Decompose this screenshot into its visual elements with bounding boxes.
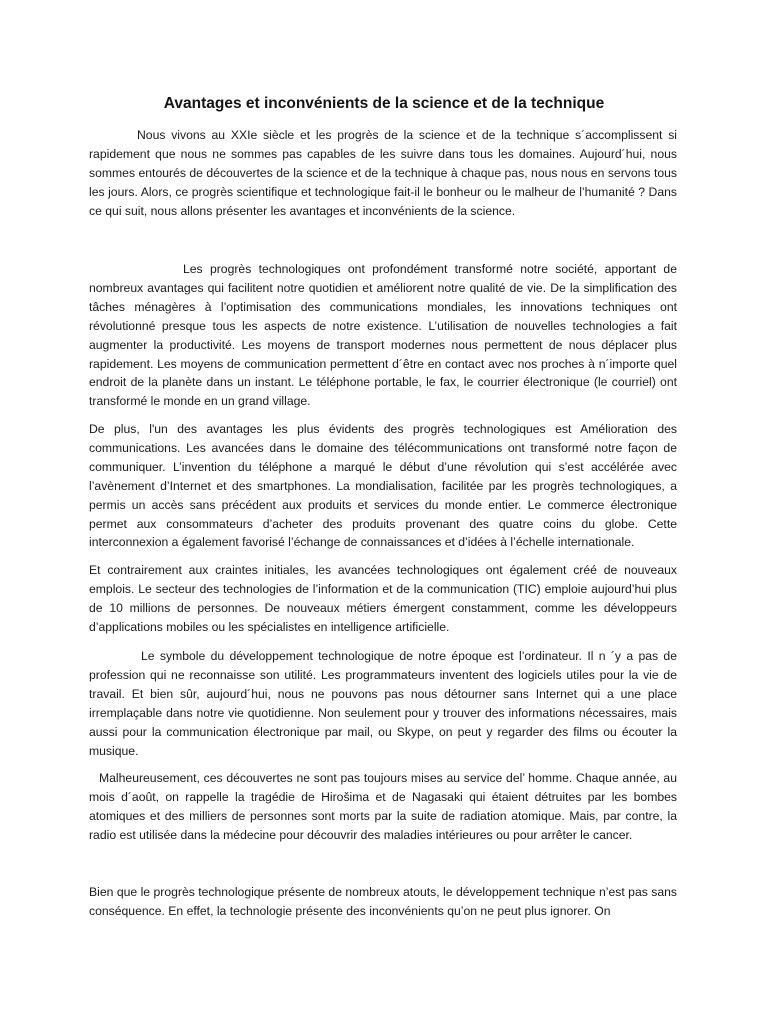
paragraph-misfortunes: Malheureusement, ces découvertes ne sont pas toujours mises au service del’ homme. Chaque année, au mois d´août, on rappelle la tragédie de Hirošima et de Nagasaki qui étaient détruites par les bombes atomiques et des milliers de personnes sont morts par la suite de radiation atomique. Mais, par contre, la radio est utilisée dans la médecine pour découvrir des maladies intérieures ou pour arrêter le cancer. — [89, 771, 677, 842]
paragraph-communications: De plus, l'un des avantages les plus évidents des progrès technologiques est Amélioration des communications. Les avancées dans le domaine des télécommunications ont transformé notre façon de communiquer. L’invention du téléphone a marqué le début d’une révolution qui s’est accélérée avec l’avènement d’Internet et des smartphones. La mondialisation, facilitée par les progrès technologiques, a permis un accès sans précédent aux produits et services du monde entier. Le commerce électronique permet aux consommateurs d’acheter des produits provenant des quatre coins du globe. Cette interconnexion a également favorisé l’échange de connaissances et d’idées à l’échelle internationale. — [89, 422, 677, 550]
document-title: Avantages et inconvénients de la science et de la technique — [163, 95, 605, 112]
paragraph-employment: Et contrairement aux craintes initiales, les avancées technologiques ont également créé de nouveaux emplois. Le secteur des technologies de l’information et de la communication (TIC) emploie aujourd’hui plus de 10 millions de personnes. De nouveaux métiers émergent constamment, comme les développeurs d’applications mobiles ou les spécialistes en intelligence artificielle. — [89, 563, 677, 634]
paragraph-technological-progress: Les progrès technologiques ont profondément transformé notre société, apportant de nombreux avantages qui facilitent notre quotidien et améliorent notre qualité de vie. De la simplification des tâches ménagères à l’optimisation des communications mondiales, les innovations techniques ont révolutionné presque tous les aspects de notre existence. L’utilisation de nouvelles technologies a fait augmenter la productivité. Les moyens de transport modernes nous permettent de nous déplacer plus rapidement. Les moyens de communication permettent d´être en contact avec nos proches à n´importe quel endroit de la planète dans un instant. Le téléphone portable, le fax, le courrier électronique (le courriel) ont transformé le monde en un grand village. — [89, 262, 677, 409]
paragraph-introduction: Nous vivons au XXIe siècle et les progrès de la science et de la technique s´accomplissent si rapidement que nous ne sommes pas capables de les suivre dans tous les domaines. Aujourd´hui, nous sommes entourés de découvertes de la science et de la technique à chaque pas, nous nous en servons tous les jours. Alors, ce progrès scientifique et technologique fait-il le bonheur ou le malheur de l’humanité ? Dans ce qui suit, nous allons présenter les avantages et inconvénients de la science. — [89, 128, 677, 218]
paragraph-computer: Le symbole du développement technologique de notre époque est l’ordinateur. Il n ´y a pas de profession qui ne reconnaisse son utilité. Les programmateurs inventent des logiciels utiles pour la vie de travail. Et bien sûr, aujourd´hui, nous ne pouvons pas nous détourner sans Internet qui a une place irremplaçable dans notre vie quotidienne. Non seulement pour y trouver des informations nécessaires, mais aussi pour la communication électronique par mail, ou Skype, on peut y regarder des films ou écouter la musique. — [89, 649, 677, 758]
paragraph-drawbacks: Bien que le progrès technologique présente de nombreux atouts, le développement technique n’est pas sans conséquence. En effet, la technologie présente des inconvénients qu’on ne peut plus ignorer. On — [89, 885, 677, 918]
